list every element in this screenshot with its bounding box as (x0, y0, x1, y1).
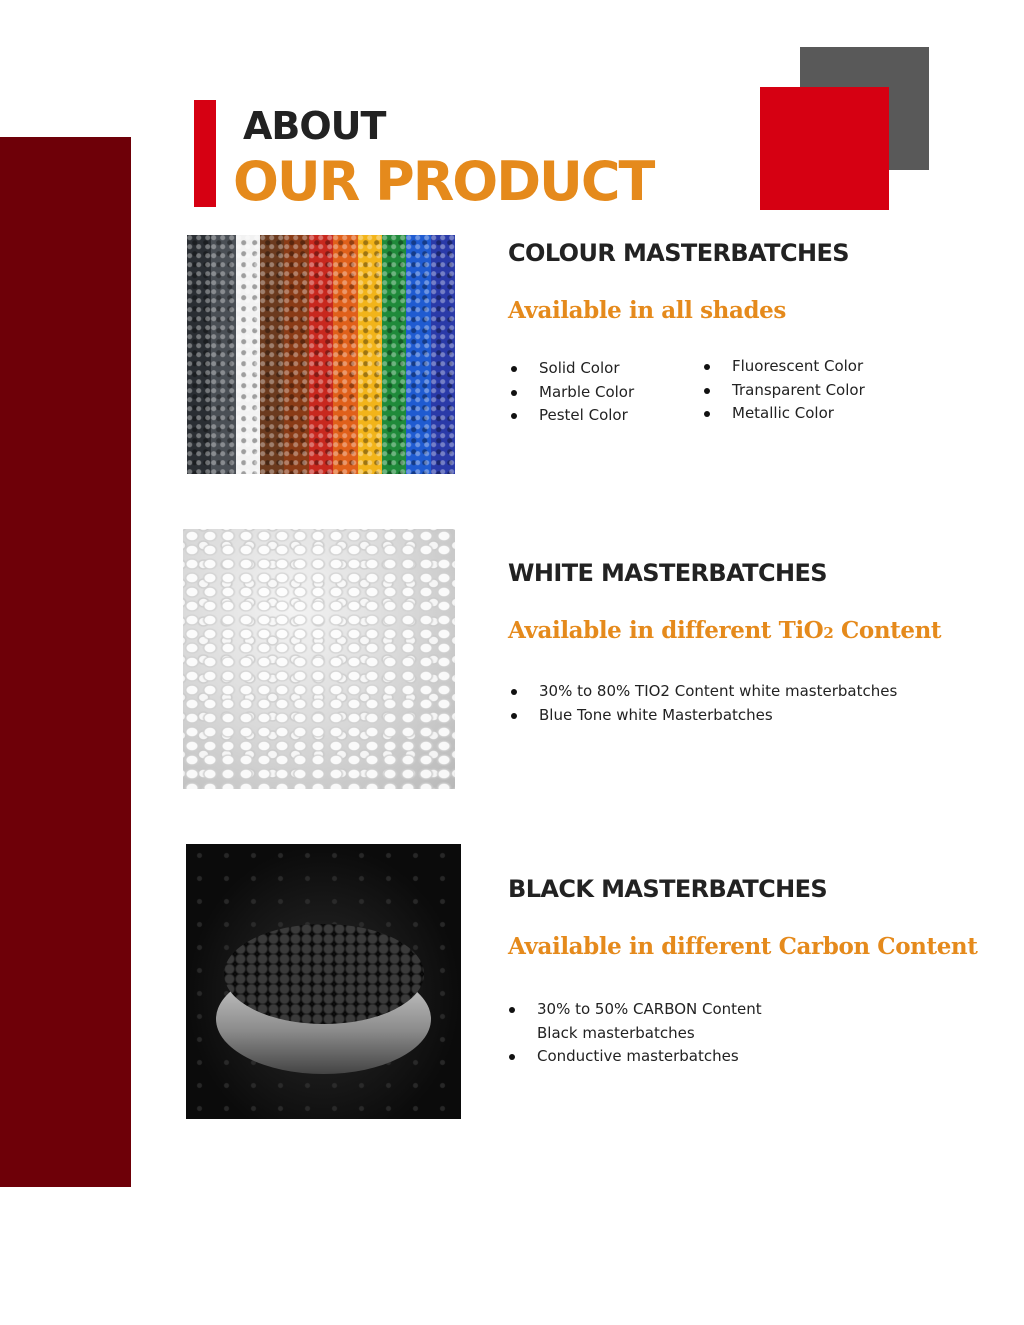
white-section-subheading (508, 617, 941, 644)
pellet-stripe (309, 235, 333, 474)
pellet-stripe (431, 235, 455, 474)
black-section-heading: BLACK MASTERBATCHES (508, 875, 828, 903)
white-subheading-prefix: Available in different TiO (508, 617, 824, 644)
pellet-stripe (260, 235, 284, 474)
list-item: Marble Color (508, 381, 634, 405)
title-our-product: OUR PRODUCT (233, 150, 654, 213)
pellet-stripe (211, 235, 235, 474)
list-item: Conductive masterbatches (506, 1045, 807, 1069)
white-subheading-suffix: Content (833, 617, 942, 644)
black-pellets-image (186, 844, 461, 1119)
list-item: 30% to 50% CARBON Content Black masterbatches (506, 998, 807, 1045)
colour-section-subheading: Available in all shades (508, 297, 786, 324)
list-item: Pestel Color (508, 404, 634, 428)
side-color-band (0, 137, 131, 1187)
colour-section (508, 239, 865, 424)
pellet-stripe (333, 235, 357, 474)
list-item: Blue Tone white Masterbatches (508, 704, 897, 728)
decorative-red-square (760, 87, 889, 210)
colour-bullets-left (508, 357, 634, 428)
colour-pellets-image (187, 235, 455, 474)
pellet-stripe (358, 235, 382, 474)
white-pellets-texture (183, 529, 455, 789)
white-pellets-image (183, 529, 455, 789)
white-section (508, 559, 942, 724)
white-bullets (508, 680, 897, 727)
white-section-heading: WHITE MASTERBATCHES (508, 559, 827, 587)
black-pellets-heap (224, 924, 424, 1024)
list-item: Transparent Color (701, 379, 865, 403)
title-accent-bar (194, 100, 216, 207)
pellet-stripe (382, 235, 406, 474)
list-item: Solid Color (508, 357, 634, 381)
white-subheading-subscript: 2 (823, 624, 834, 642)
pellet-stripe (406, 235, 430, 474)
black-section-subheading: Available in different Carbon Content (508, 933, 978, 960)
list-item: Metallic Color (701, 402, 865, 426)
pellet-stripe (236, 235, 260, 474)
title-about: ABOUT (243, 104, 386, 148)
colour-bullets-right (701, 355, 865, 426)
pellet-stripe (187, 235, 211, 474)
list-item: 30% to 80% TIO2 Content white masterbatches (508, 680, 897, 704)
colour-section-heading: COLOUR MASTERBATCHES (508, 239, 849, 267)
list-item: Fluorescent Color (701, 355, 865, 379)
black-section (508, 875, 978, 1065)
black-bullets (506, 998, 807, 1069)
pellet-stripe (284, 235, 308, 474)
